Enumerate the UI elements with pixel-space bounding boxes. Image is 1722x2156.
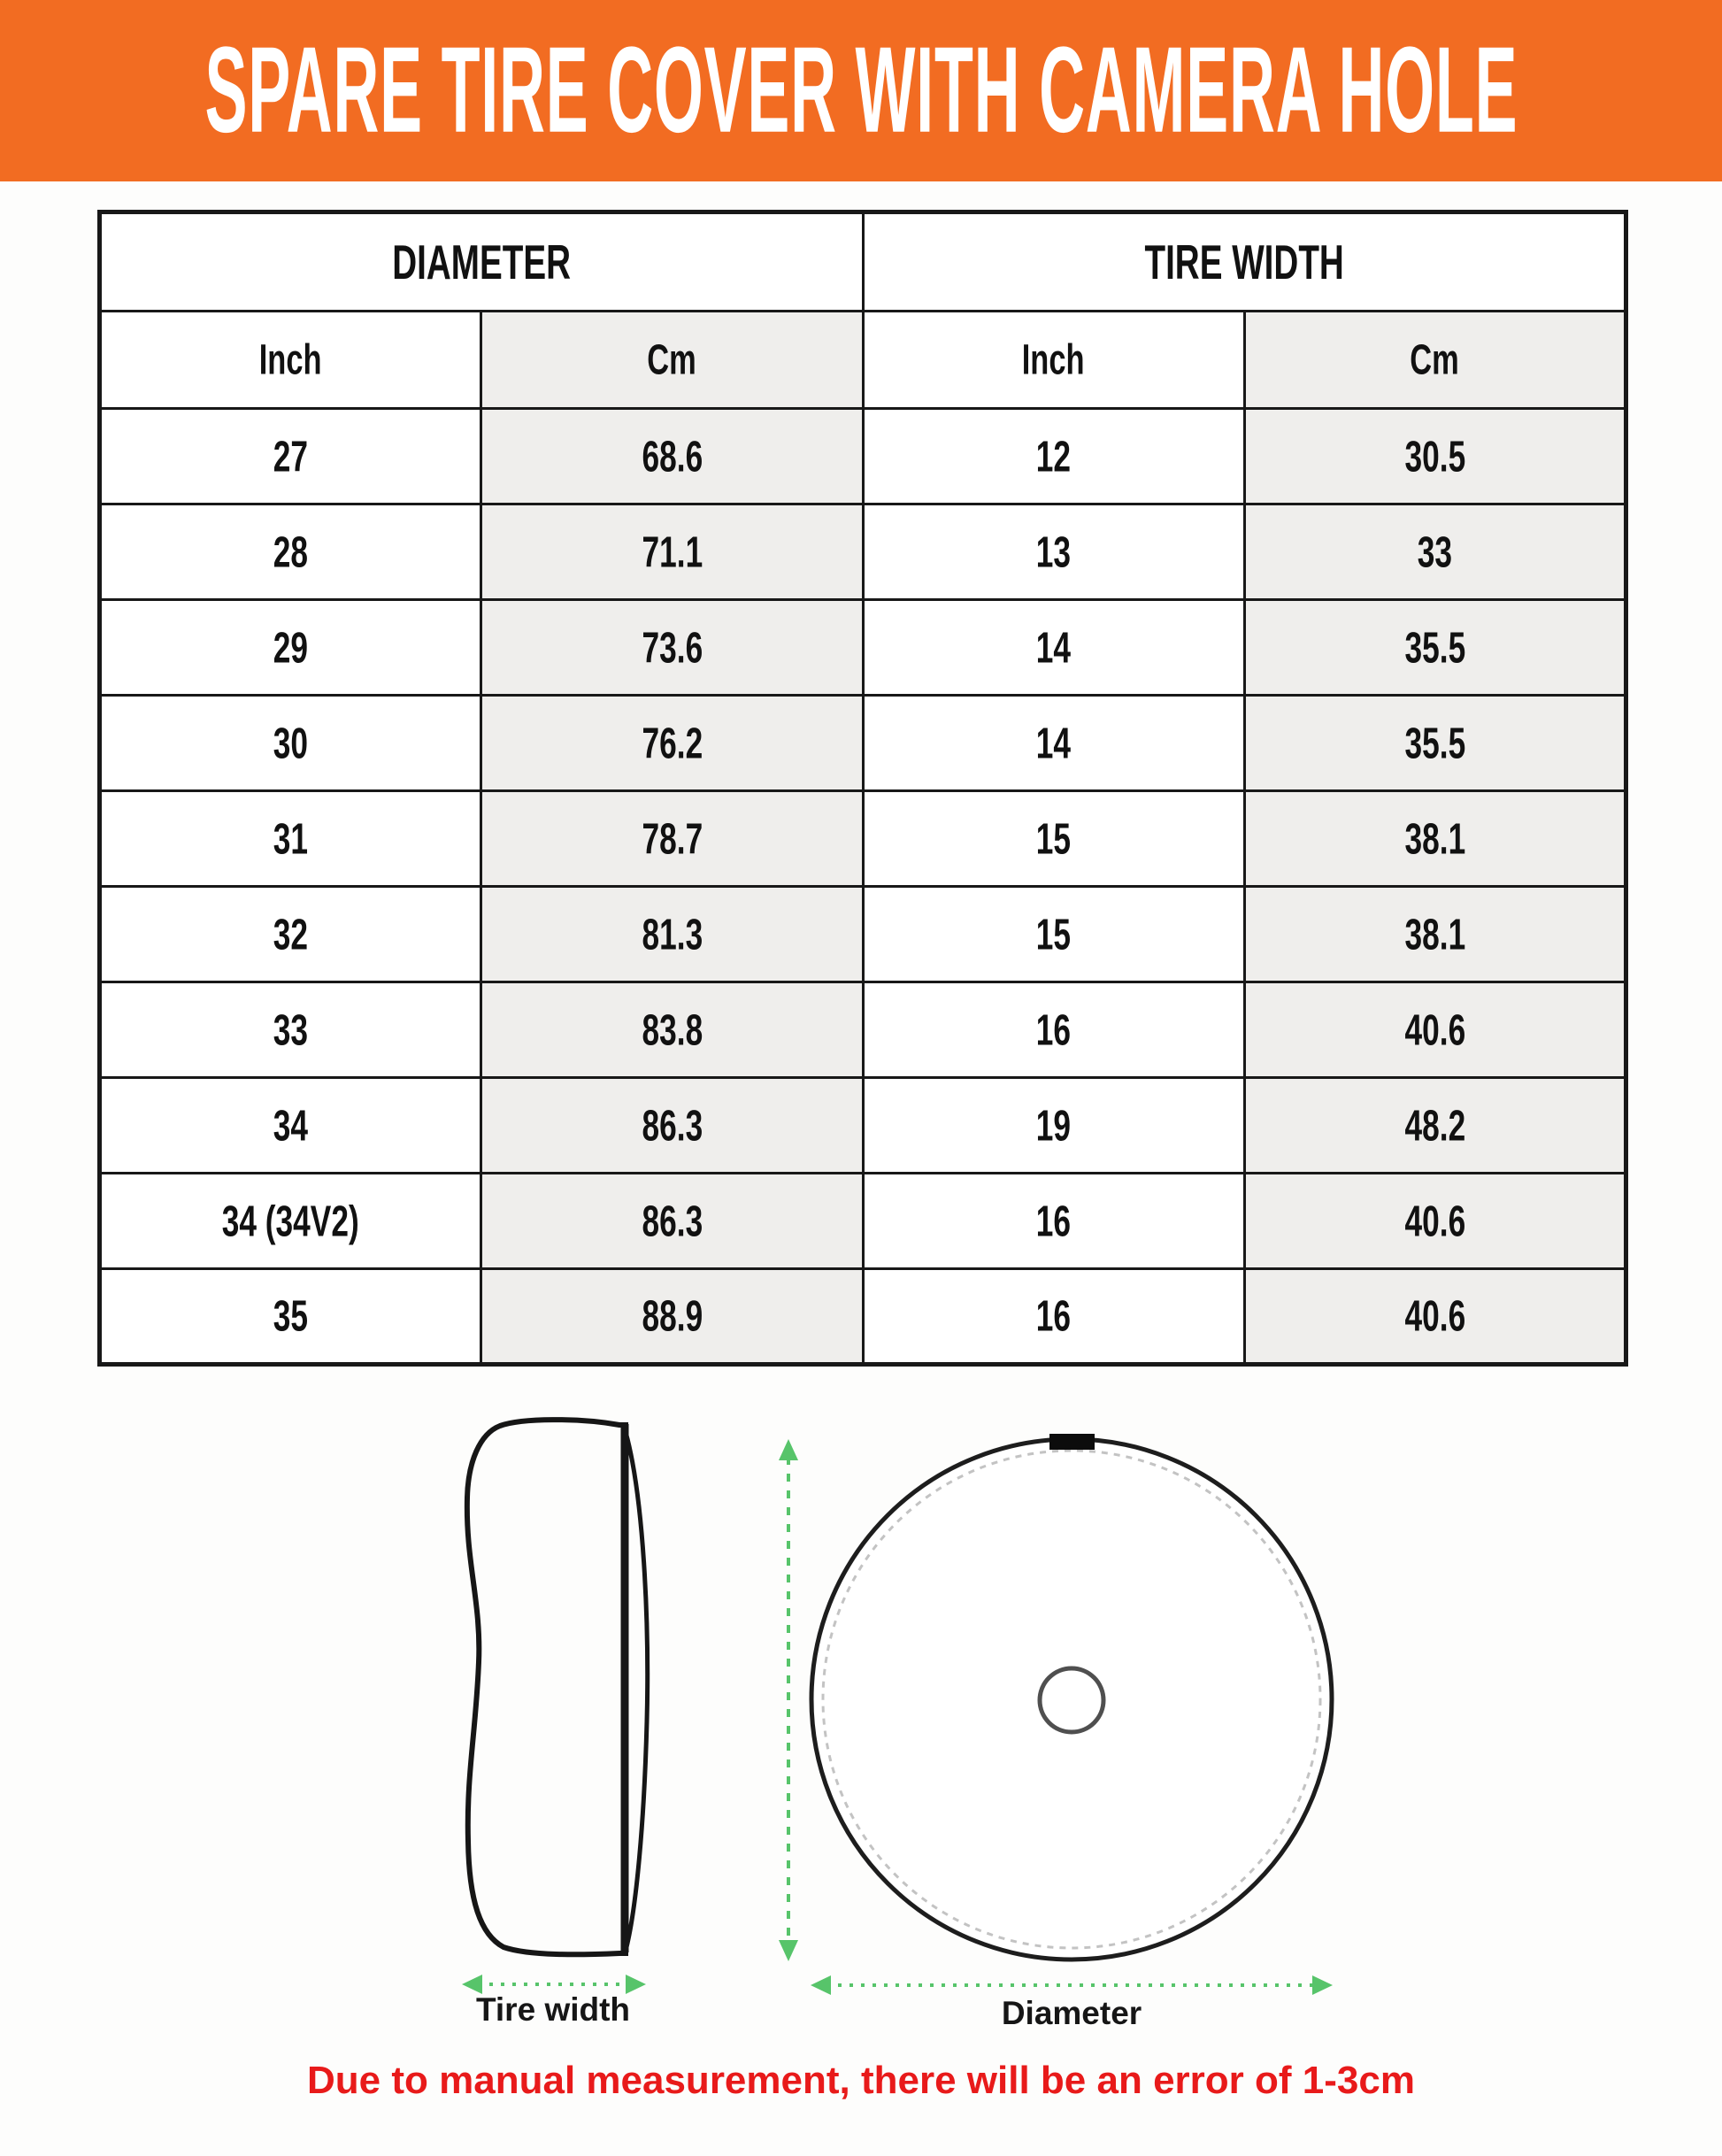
vertical-diameter-arrow bbox=[779, 1439, 798, 1961]
cell-value: 68.6 bbox=[642, 431, 703, 481]
cell-value: 71.1 bbox=[642, 527, 703, 576]
cell-width-inch bbox=[863, 1078, 1244, 1174]
cell-value: 34 bbox=[273, 1100, 309, 1150]
cell-width-inch bbox=[863, 1174, 1244, 1269]
mounting-tab bbox=[1049, 1434, 1095, 1450]
cell-width-inch bbox=[863, 791, 1244, 887]
table-row bbox=[100, 982, 1626, 1078]
cell-value: 32 bbox=[273, 909, 309, 959]
cell-value: 15 bbox=[1036, 813, 1072, 863]
diameter-group-header bbox=[100, 212, 864, 312]
cell-value: 31 bbox=[273, 813, 309, 863]
diameter-inch-header bbox=[100, 312, 481, 409]
table-row bbox=[100, 600, 1626, 696]
cell-diameter-inch bbox=[100, 600, 481, 696]
cell-value: 38.1 bbox=[1404, 813, 1465, 863]
cell-diameter-inch bbox=[100, 1269, 481, 1365]
diameter-label: Diameter bbox=[1001, 1995, 1142, 2031]
cell-width-inch bbox=[863, 600, 1244, 696]
cell-diameter-cm bbox=[481, 504, 863, 600]
cell-diameter-inch bbox=[100, 696, 481, 791]
cell-value: 48.2 bbox=[1404, 1100, 1465, 1150]
cell-value: 40.6 bbox=[1404, 1005, 1465, 1054]
cell-diameter-inch bbox=[100, 1174, 481, 1269]
cell-width-cm bbox=[1244, 409, 1626, 504]
table-row bbox=[100, 887, 1626, 982]
cell-value: 81.3 bbox=[642, 909, 703, 959]
cell-value: 83.8 bbox=[642, 1005, 703, 1054]
cell-diameter-cm bbox=[481, 696, 863, 791]
cell-width-cm bbox=[1244, 1174, 1626, 1269]
cell-value: 35.5 bbox=[1404, 718, 1465, 767]
width-cm-header bbox=[1244, 312, 1626, 409]
cell-value: 34 (34V2) bbox=[222, 1196, 360, 1245]
cell-value: 16 bbox=[1036, 1005, 1072, 1054]
cell-diameter-inch bbox=[100, 1078, 481, 1174]
cell-diameter-cm bbox=[481, 600, 863, 696]
cell-width-inch bbox=[863, 696, 1244, 791]
cell-value: 38.1 bbox=[1404, 909, 1465, 959]
diameter-arrow bbox=[811, 1975, 1333, 1995]
diameter-cm-header-label: Cm bbox=[647, 335, 697, 384]
cell-diameter-inch bbox=[100, 504, 481, 600]
cell-width-inch bbox=[863, 504, 1244, 600]
cell-width-inch bbox=[863, 887, 1244, 982]
width-cm-header-label: Cm bbox=[1410, 335, 1460, 384]
header-banner bbox=[0, 0, 1722, 181]
cell-value: 88.9 bbox=[642, 1290, 703, 1341]
cell-width-cm bbox=[1244, 696, 1626, 791]
tire-width-group-header-label: TIRE WIDTH bbox=[1144, 235, 1344, 289]
cell-diameter-cm bbox=[481, 1174, 863, 1269]
width-inch-header-label: Inch bbox=[1022, 335, 1086, 384]
table-row bbox=[100, 1078, 1626, 1174]
size-table bbox=[97, 210, 1628, 1367]
table-row bbox=[100, 1269, 1626, 1365]
cell-value: 13 bbox=[1036, 527, 1072, 576]
cell-value: 16 bbox=[1036, 1196, 1072, 1245]
cell-value: 86.3 bbox=[642, 1196, 703, 1245]
cell-width-cm bbox=[1244, 1078, 1626, 1174]
table-row bbox=[100, 504, 1626, 600]
camera-hole-circle bbox=[1040, 1668, 1103, 1732]
cell-value: 14 bbox=[1036, 622, 1072, 672]
cell-value: 12 bbox=[1036, 431, 1072, 481]
cell-diameter-cm bbox=[481, 1078, 863, 1174]
cell-value: 19 bbox=[1036, 1100, 1072, 1150]
cell-value: 35.5 bbox=[1404, 622, 1465, 672]
page-title-wrap bbox=[0, 21, 1722, 159]
cell-diameter-inch bbox=[100, 409, 481, 504]
cell-width-cm bbox=[1244, 982, 1626, 1078]
cell-value: 40.6 bbox=[1404, 1196, 1465, 1245]
cell-value: 33 bbox=[273, 1005, 309, 1054]
page-title: SPARE TIRE COVER WITH CAMERA HOLE bbox=[204, 21, 1518, 159]
cell-value: 73.6 bbox=[642, 622, 703, 672]
cell-value: 29 bbox=[273, 622, 309, 672]
diameter-inch-header-label: Inch bbox=[259, 335, 323, 384]
cell-width-cm bbox=[1244, 887, 1626, 982]
table-row bbox=[100, 791, 1626, 887]
cell-diameter-inch bbox=[100, 791, 481, 887]
cell-width-cm bbox=[1244, 1269, 1626, 1365]
diameter-group-header-label: DIAMETER bbox=[392, 235, 572, 289]
tire-side-sidewall-curve bbox=[626, 1432, 648, 1947]
table-row bbox=[100, 1174, 1626, 1269]
width-inch-header bbox=[863, 312, 1244, 409]
cell-value: 30.5 bbox=[1404, 431, 1465, 481]
cell-diameter-cm bbox=[481, 1269, 863, 1365]
cell-width-inch bbox=[863, 409, 1244, 504]
cell-diameter-inch bbox=[100, 887, 481, 982]
cell-width-inch bbox=[863, 982, 1244, 1078]
cell-width-cm bbox=[1244, 600, 1626, 696]
cell-value: 16 bbox=[1036, 1290, 1072, 1341]
cell-width-inch bbox=[863, 1269, 1244, 1365]
cell-width-cm bbox=[1244, 791, 1626, 887]
tire-width-label: Tire width bbox=[475, 1991, 631, 2028]
cell-value: 27 bbox=[273, 431, 309, 481]
cell-diameter-cm bbox=[481, 791, 863, 887]
cell-value: 78.7 bbox=[642, 813, 703, 863]
measurement-error-note: Due to manual measurement, there will be an error of 1-3cm bbox=[307, 2059, 1415, 2102]
table-row bbox=[100, 409, 1626, 504]
cell-width-cm bbox=[1244, 504, 1626, 600]
group-header-row bbox=[100, 212, 1626, 312]
cell-diameter-inch bbox=[100, 982, 481, 1078]
cell-value: 33 bbox=[1417, 527, 1452, 576]
cell-value: 35 bbox=[273, 1290, 309, 1341]
cell-diameter-cm bbox=[481, 887, 863, 982]
cell-value: 76.2 bbox=[642, 718, 703, 767]
tire-side-view bbox=[467, 1420, 619, 1954]
cell-diameter-cm bbox=[481, 409, 863, 504]
cell-value: 15 bbox=[1036, 909, 1072, 959]
size-table-head bbox=[100, 212, 1626, 409]
table-row bbox=[100, 696, 1626, 791]
unit-header-row bbox=[100, 312, 1626, 409]
tire-width-group-header bbox=[863, 212, 1626, 312]
cell-value: 30 bbox=[273, 718, 309, 767]
tire-diagram bbox=[0, 1390, 1722, 2009]
diameter-cm-header bbox=[481, 312, 863, 409]
cell-value: 86.3 bbox=[642, 1100, 703, 1150]
cell-value: 14 bbox=[1036, 718, 1072, 767]
size-table-body bbox=[100, 409, 1626, 1365]
cell-value: 28 bbox=[273, 527, 309, 576]
cell-diameter-cm bbox=[481, 982, 863, 1078]
cell-value: 40.6 bbox=[1404, 1290, 1465, 1341]
